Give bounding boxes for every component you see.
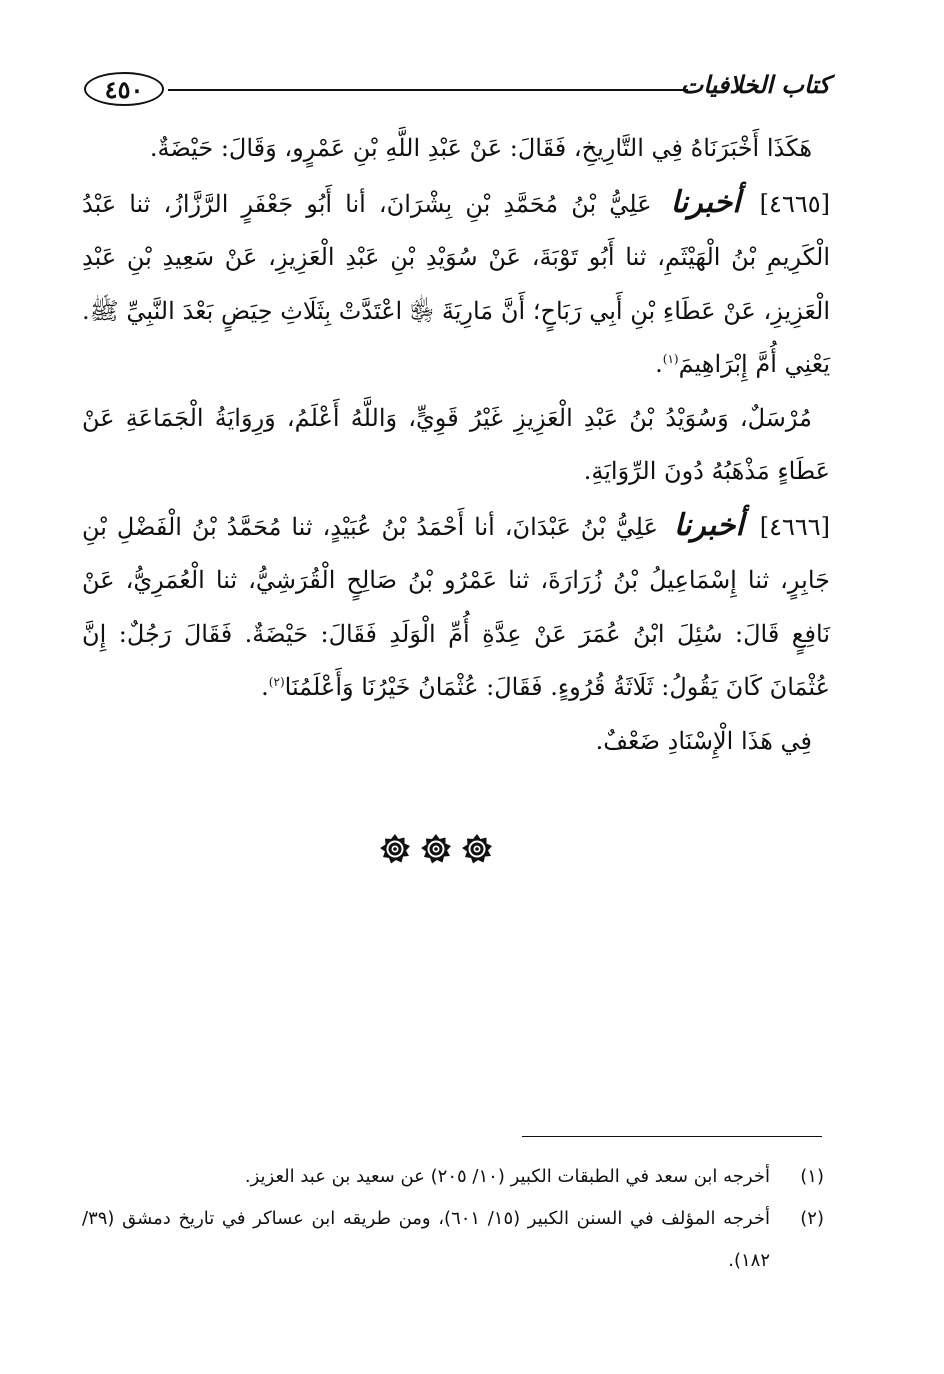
paragraph-5 <box>82 715 830 769</box>
footnotes <box>82 1156 824 1282</box>
hadith-4666: [٤٦٦٦] أخبرنا عَلِيُّ بْنُ عَبْدَانَ، أنا أَحْمَدُ بْنُ عُبَيْدٍ، ثنا مُحَمَّدُ بْنُ الْفَضْلِ بْنِ جَابِرٍ، ثنا إِسْمَاعِيلُ بْنُ زُرَارَةَ، ثنا عَمْرُو بْنُ صَالِحٍ الْقُرَشِيُّ، ثنا الْعُمَرِيُّ، عَنْ نَافِعٍ قَالَ: سُئِلَ ابْنُ عُمَرَ عَنْ عِدَّةِ أُمِّ الْوَلَدِ فَقَالَ: حَيْضَةٌ. فَقَالَ رَجُلٌ: إِنَّ عُثْمَانَ كَانَ يَقُولُ: ثَلَاثَةُ قُرُوءٍ. فَقَالَ: عُثْمَانُ خَيْرُنَا وَأَعْلَمُنَا$^{(٢)}$. <box>82 507 830 701</box>
footnote-1 <box>82 1156 824 1198</box>
paragraph-1-text: هَكَذَا أَخْبَرَنَاهُ فِي التَّارِيخِ، فَقَالَ: عَنْ عَبْدِ اللَّهِ بْنِ عَمْرٍو، وَقَالَ: حَيْضَةٌ. <box>149 134 812 162</box>
page-number-text: ٤٥٠ <box>104 74 144 104</box>
hadith-number-4666: [٤٦٦٦] <box>759 512 830 541</box>
main-text <box>82 122 830 768</box>
paragraph-3-text: مُرْسَلٌ، وَسُوَيْدُ بْنُ عَبْدِ الْعَزِيزِ غَيْرُ قَوِيٍّ، وَاللَّهُ أَعْلَمُ، وَرِوَايَةُ الْجَمَاعَةِ عَنْ عَطَاءٍ مَذْهَبُهُ دُونَ الرِّوَايَةِ. <box>82 403 830 485</box>
footnote-2-number: (٢) <box>800 1208 824 1229</box>
akhbarana-label: أخبرنا <box>670 184 741 220</box>
running-title: كتاب الخلافيات <box>680 70 830 99</box>
paragraph-1 <box>82 122 830 176</box>
footnote-2-text: أخرجه المؤلف في السنن الكبير (١٥/ ٦٠١)، ومن طريقه ابن عساكر في تاريخ دمشق (٣٩/ ١٨٢). <box>82 1208 770 1271</box>
footnote-1-number: (١) <box>800 1166 824 1187</box>
header-rule <box>168 89 688 91</box>
section-ornament <box>380 834 492 868</box>
paragraph-5-text: فِي هَذَا الْإِسْنَادِ ضَعْفٌ. <box>595 726 812 755</box>
page-header <box>84 70 830 114</box>
footnote-1-text: أخرجه ابن سعد في الطبقات الكبير (١٠/ ٢٠٥) عن سعيد بن عبد العزيز. <box>244 1166 770 1187</box>
footnote-ref-2[interactable]: (٢) <box>268 675 285 689</box>
hadith-4665: [٤٦٦٥] أخبرنا عَلِيُّ بْنُ مُحَمَّدِ بْنِ بِشْرَانَ، أنا أَبُو جَعْفَرٍ الرَّزَّازُ، ثنا عَبْدُ الْكَرِيمِ بْنُ الْهَيْثَمِ، ثنا أَبُو تَوْبَةَ، عَنْ سُوَيْدِ بْنِ عَبْدِ الْعَزِيزِ، عَنْ سَعِيدِ بْنِ عَبْدِ الْعَزِيزِ، عَنْ عَطَاءِ بْنِ أَبِي رَبَاحٍ؛ أَنَّ مَارِيَةَ ﵂ اعْتَدَّتْ بِثَلَاثِ حِيَضٍ بَعْدَ النَّبِيِّ ﷺ. يَعْنِي أُمَّ إِبْرَاهِيمَ$^{(١)}$. <box>82 184 830 378</box>
footnote-separator <box>522 1136 822 1137</box>
page-number <box>84 72 164 106</box>
footnote-ref-1[interactable]: (١) <box>662 352 679 366</box>
footnote-2 <box>82 1198 824 1282</box>
paragraph-3 <box>82 392 830 499</box>
akhbarana-label: أخبرنا <box>673 507 744 543</box>
rosette-ornament-icon <box>421 834 451 864</box>
hadith-number-4665: [٤٦٦٥] <box>759 189 830 218</box>
rosette-ornament-icon <box>462 834 492 864</box>
rosette-ornament-icon <box>380 834 410 864</box>
hadith-4666-text: عَلِيُّ بْنُ عَبْدَانَ، أنا أَحْمَدُ بْنُ عُبَيْدٍ، ثنا مُحَمَّدُ بْنُ الْفَضْلِ بْنِ جَابِرٍ، ثنا إِسْمَاعِيلُ بْنُ زُرَارَةَ، ثنا عَمْرُو بْنُ صَالِحٍ الْقُرَشِيُّ، ثنا الْعُمَرِيُّ، عَنْ نَافِعٍ قَالَ: سُئِلَ ابْنُ عُمَرَ عَنْ عِدَّةِ أُمِّ الْوَلَدِ فَقَالَ: حَيْضَةٌ. فَقَالَ رَجُلٌ: إِنَّ عُثْمَانَ كَانَ يَقُولُ: ثَلَاثَةُ قُرُوءٍ. فَقَالَ: عُثْمَانُ خَيْرُنَا وَأَعْلَمُنَا <box>82 512 830 701</box>
hadith-4665-text: عَلِيُّ بْنُ مُحَمَّدِ بْنِ بِشْرَانَ، أنا أَبُو جَعْفَرٍ الرَّزَّازُ، ثنا عَبْدُ الْكَرِيمِ بْنُ الْهَيْثَمِ، ثنا أَبُو تَوْبَةَ، عَنْ سُوَيْدِ بْنِ عَبْدِ الْعَزِيزِ، عَنْ سَعِيدِ بْنِ عَبْدِ الْعَزِيزِ، عَنْ عَطَاءِ بْنِ أَبِي رَبَاحٍ؛ أَنَّ مَارِيَةَ ﵂ اعْتَدَّتْ بِثَلَاثِ حِيَضٍ بَعْدَ النَّبِيِّ ﷺ. يَعْنِي أُمَّ إِبْرَاهِيمَ <box>82 189 830 378</box>
